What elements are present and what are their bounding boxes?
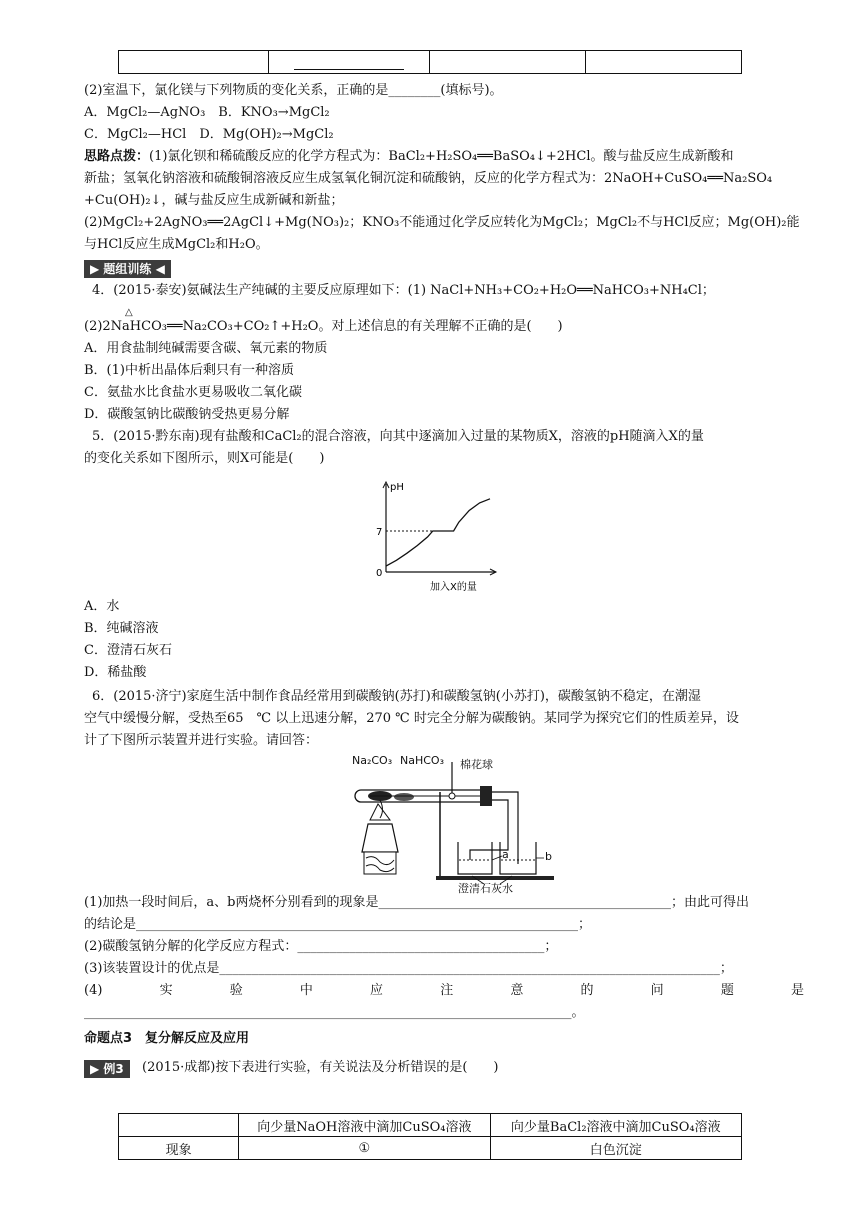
example-3-text: (2015·成都)按下表进行实验，有关说法及分析错误的是( ) bbox=[142, 1060, 499, 1075]
table-row bbox=[119, 1114, 742, 1137]
point3-heading: 命题点3 复分解反应及应用 bbox=[84, 1031, 250, 1046]
back-icon: ◀ bbox=[155, 262, 165, 276]
q6-4-word: (4) bbox=[84, 983, 103, 998]
y-axis-label: pH bbox=[390, 482, 404, 493]
table-cell: ① bbox=[239, 1137, 490, 1160]
q6-sub-2: (2)碳酸氢钠分解的化学反应方程式：______________________________________； bbox=[84, 939, 558, 954]
table-row bbox=[119, 1137, 742, 1160]
q6-sub-3: (3)该装置设计的优点是_____________________________________________________________________________； bbox=[84, 961, 733, 976]
question-part-2: (2)室温下，氯化镁与下列物质的变化关系，正确的是________(填标号)。 bbox=[84, 83, 503, 98]
q6-4-word: 的 bbox=[580, 983, 594, 998]
options-cd: C．MgCl₂—HCl D．Mg(OH)₂→MgCl₂ bbox=[84, 127, 334, 142]
y-tick-label: 0 bbox=[376, 568, 383, 579]
y-tick-label: 7 bbox=[376, 527, 383, 538]
hint-line-3: +Cu(OH)₂↓，碱与盐反应生成新碱和新盐； bbox=[84, 193, 344, 208]
q5-option-b: B．纯碱溶液 bbox=[84, 621, 159, 636]
q6-sub-4b: ___________________________________________________________________________。 bbox=[84, 1005, 585, 1020]
play-icon: ▶ bbox=[90, 262, 100, 276]
q5-option-a: A．水 bbox=[84, 599, 120, 614]
q6-4-word: 注 bbox=[440, 983, 454, 998]
label-b: b bbox=[545, 850, 552, 863]
apparatus-figure bbox=[340, 752, 560, 895]
ph-chart bbox=[360, 478, 500, 594]
table-cell: 向少量NaOH溶液中滴加CuSO₄溶液 bbox=[239, 1114, 490, 1137]
q4-option-b: B．(1)中析出晶体后剩只有一种溶质 bbox=[84, 363, 294, 378]
q5-option-d: D．稀盐酸 bbox=[84, 665, 147, 680]
q6-line-3: 计了下图所示装置并进行实验。请回答： bbox=[84, 733, 319, 748]
example-3-label bbox=[84, 1060, 130, 1078]
q6-4-word: 是 bbox=[790, 983, 804, 998]
q5-line-2: 的变化关系如下图所示，则X可能是( ) bbox=[84, 451, 325, 466]
q6-line-1: 6．(2015·济宁)家庭生活中制作食品经常用到碳酸钠(苏打)和碳酸氢钠(小苏打)，碳酸氢钠不稳定，在潮湿 bbox=[92, 689, 701, 704]
table-cell bbox=[269, 51, 430, 74]
label-nahco3: NaHCO₃ bbox=[400, 754, 444, 767]
q4-line-2: (2)2NaHCO₃══Na₂CO₃+CO₂↑+H₂O。对上述信息的有关理解不正确的是( ) bbox=[84, 319, 563, 334]
hint-line-4: (2)MgCl₂+2AgNO₃══2AgCl↓+Mg(NO₃)₂；KNO₃不能通过化学反应转化为MgCl₂；MgCl₂不与HCl反应；Mg(OH)₂能 bbox=[84, 215, 800, 230]
q4-option-d: D．碳酸氢钠比碳酸钠受热更易分解 bbox=[84, 407, 290, 422]
hint-title: 思路点拨： bbox=[84, 149, 150, 164]
hint-line-5: 与HCl反应生成MgCl₂和H₂O。 bbox=[84, 237, 269, 252]
q5-line-1: 5．(2015·黔东南)现有盐酸和CaCl₂的混合溶液，向其中逐滴加入过量的某物质X，溶液的pH随滴入X的量 bbox=[92, 429, 704, 444]
q6-4-word: 实 bbox=[159, 983, 173, 998]
table-cell: 白色沉淀 bbox=[490, 1137, 741, 1160]
table-cell bbox=[119, 51, 269, 74]
q6-4-word: 题 bbox=[720, 983, 734, 998]
top-table-fragment bbox=[118, 50, 742, 74]
table-cell: 现象 bbox=[119, 1137, 239, 1160]
hint-text: (1)氯化钡和稀硫酸反应的化学方程式为：BaCl₂+H₂SO₄══BaSO₄↓+2HCl。酸与盐反应生成新酸和 bbox=[149, 149, 734, 164]
x-axis-label: 加入X的量 bbox=[430, 582, 477, 593]
q6-4-word: 验 bbox=[229, 983, 243, 998]
example-3-label-text: 例3 bbox=[103, 1062, 124, 1076]
apparatus-drawing bbox=[340, 752, 560, 892]
options-ab: A．MgCl₂—AgNO₃ B．KNO₃→MgCl₂ bbox=[84, 105, 330, 120]
q6-4-word: 问 bbox=[650, 983, 664, 998]
q6-sub-1b: 的结论是____________________________________________________________________； bbox=[84, 917, 592, 932]
q6-sub-1a: (1)加热一段时间后，a、b两烧杯分别看到的现象是_____________________________________________；由此可得出 bbox=[84, 895, 749, 910]
hint-line-2: 新盐；氢氧化钠溶液和硫酸铜溶液反应生成氢氧化铜沉淀和硫酸钠，反应的化学方程式为：2NaOH+CuSO₄══Na₂SO₄ bbox=[84, 171, 773, 186]
q6-4-word: 中 bbox=[299, 983, 313, 998]
q6-line-2: 空气中缓慢分解，受热至65 ℃ 以上迅速分解，270 ℃ 时完全分解为碳酸钠。某同学为探究它们的性质差异，设 bbox=[84, 711, 739, 726]
section-label bbox=[84, 260, 171, 278]
table-cell: 向少量BaCl₂溶液中滴加CuSO₄溶液 bbox=[490, 1114, 741, 1137]
q6-sub-4-row bbox=[84, 982, 804, 1000]
hint-line-1 bbox=[84, 148, 734, 166]
table-cell bbox=[119, 1114, 239, 1137]
ph-curve bbox=[386, 499, 490, 566]
q6-4-word: 应 bbox=[370, 983, 384, 998]
experiment-table bbox=[118, 1113, 742, 1160]
q5-option-c: C．澄清石灰石 bbox=[84, 643, 172, 658]
label-limewater: 澄清石灰水 bbox=[458, 882, 513, 895]
q4-option-c: C．氨盐水比食盐水更易吸收二氧化碳 bbox=[84, 385, 302, 400]
section-label-text: 题组训练 bbox=[103, 262, 152, 276]
label-cotton: 棉花球 bbox=[460, 758, 493, 771]
delta-symbol: △ bbox=[125, 307, 133, 318]
play-icon: ▶ bbox=[90, 1062, 100, 1076]
label-a: a bbox=[502, 848, 509, 861]
label-na2co3: Na₂CO₃ bbox=[352, 754, 393, 767]
q6-4-word: 意 bbox=[510, 983, 524, 998]
table-cell bbox=[429, 51, 585, 74]
q4-option-a: A．用食盐制纯碱需要含碳、氧元素的物质 bbox=[84, 341, 328, 356]
table-cell bbox=[585, 51, 741, 74]
q4-line-1: 4．(2015·泰安)氨碱法生产纯碱的主要反应原理如下：(1) NaCl+NH₃+CO₂+H₂O══NaHCO₃+NH₄Cl； bbox=[92, 283, 715, 298]
example-3-badge bbox=[84, 1060, 130, 1076]
